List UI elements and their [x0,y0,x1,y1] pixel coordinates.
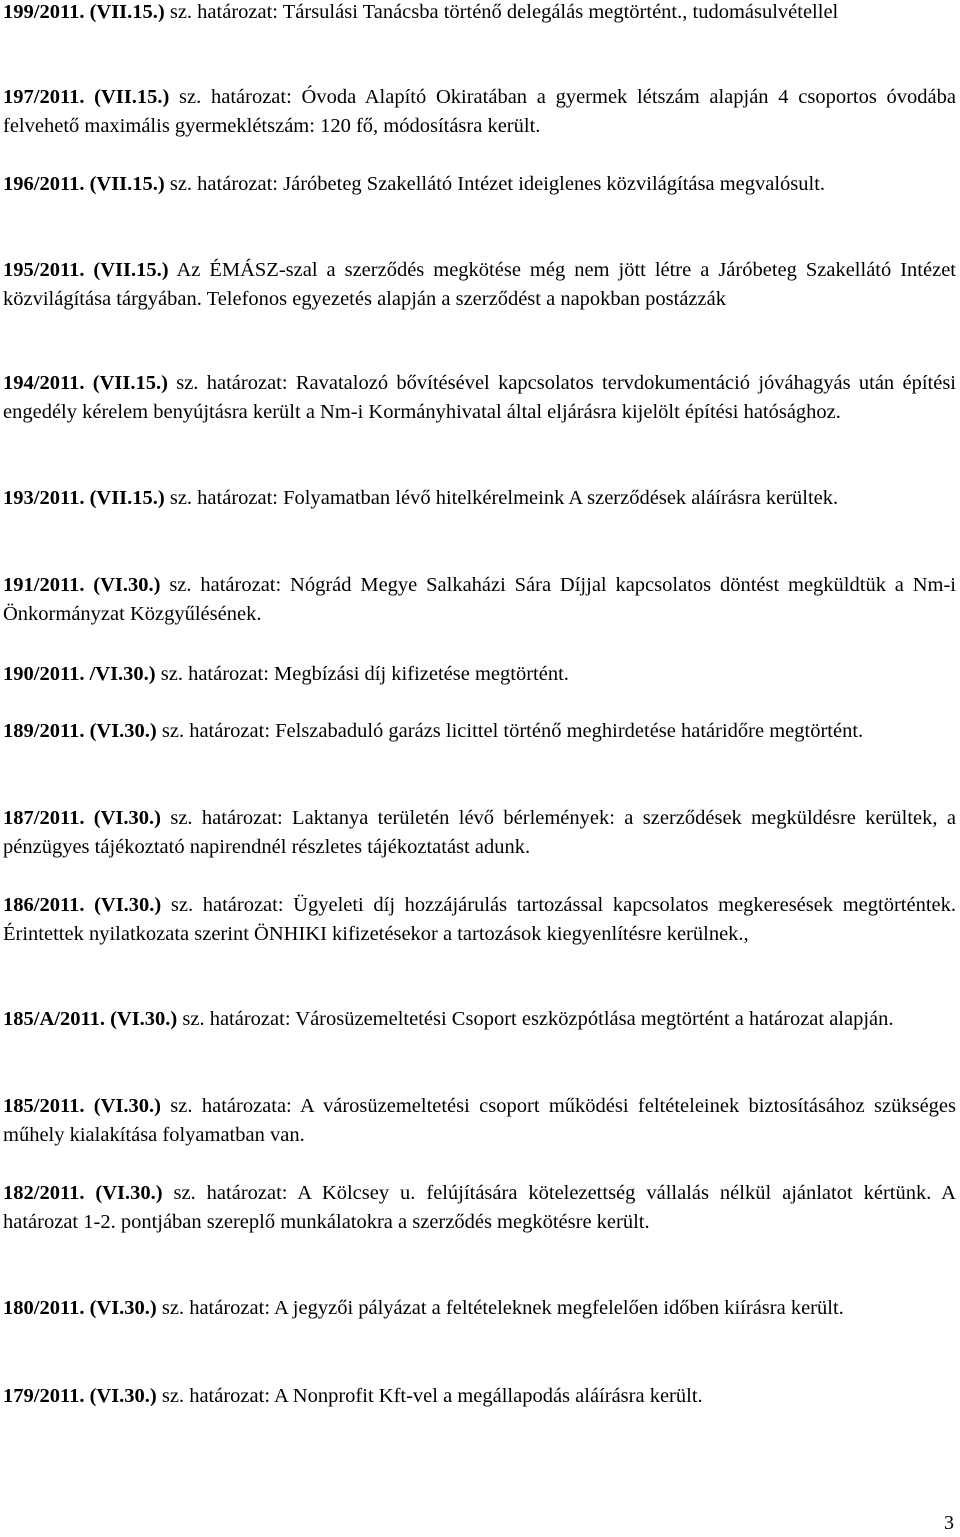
resolution-number: 185/A/2011. (VI.30.) [3,1008,178,1030]
resolution-text: sz. határozat: A Kölcsey u. felújítására kötelezettség vállalás nélkül ajánlatot kértünk. A határozat 1-2. pontjában szereplő munkálatokra a szerződés megkötésre került. [3,1182,956,1233]
resolution-entry [3,83,956,141]
resolution-text: sz. határozata: A városüzemeltetési csoport működési feltételeinek biztosításához szükséges műhely kialakítása folyamatban van. [3,1095,957,1146]
resolution-text: sz. határozat: Folyamatban lévő hitelkérelmeink A szerződések aláírásra kerültek. [164,487,839,509]
resolution-text: sz. határozat: Megbízási díj kifizetése megtörtént. [155,663,569,685]
resolution-entry [3,369,956,427]
resolution-entry [3,0,956,27]
resolution-number: 196/2011. (VII.15.) [3,173,165,195]
resolution-entry [3,1294,956,1323]
resolution-entry [3,170,956,199]
resolution-text: sz. határozat: Laktanya területén lévő bérlemények: a szerződések megküldésre kerültek, a pénzügyes tájékoztató napirendnél részletes tájékoztatást adunk. [3,807,956,858]
resolution-entry [3,1092,956,1150]
resolution-number: 182/2011. (VI.30.) [3,1182,163,1204]
resolution-number: 180/2011. (VI.30.) [3,1297,157,1319]
resolution-entry [3,717,956,746]
resolution-number: 187/2011. (VI.30.) [3,807,161,829]
resolution-text: sz. határozat: Városüzemeltetési Csoport eszközpótlása megtörtént a határozat alapján. [177,1008,894,1030]
resolution-entry [3,484,956,513]
resolution-text: sz. határozat: A Nonprofit Kft-vel a megállapodás aláírásra került. [156,1385,703,1407]
resolution-number: 193/2011. (VII.15.) [3,487,165,509]
resolution-text: sz. határozat: Ravatalozó bővítésével kapcsolatos tervdokumentáció jóváhagyás után építési engedély kérelem benyújtásra került a Nm-i Kormányhivatal által eljárásra kijelölt építési hatósághoz. [3,372,956,423]
resolution-text: Az ÉMÁSZ-szal a szerződés megkötése még nem jött létre a Járóbeteg Szakellátó Intézet közvilágítása tárgyában. Telefonos egyezetés alapján a szerződést a napokban postázzák [3,259,956,310]
resolution-number: 199/2011. (VII.15.) [3,1,165,23]
resolution-number: 185/2011. (VI.30.) [3,1095,161,1117]
resolution-text: sz. határozat: Társulási Tanácsba történő delegálás megtörtént., tudomásulvétellel [164,1,839,23]
resolution-number: 189/2011. (VI.30.) [3,720,157,742]
resolution-entry [3,660,956,689]
resolution-number: 191/2011. (VI.30.) [3,574,161,596]
resolution-text: sz. határozat: Nógrád Megye Salkaházi Sára Díjjal kapcsolatos döntést megküldtük a Nm-i Önkormányzat Közgyűlésének. [3,574,957,625]
resolution-number: 190/2011. /VI.30.) [3,663,156,685]
resolution-text: sz. határozat: Felszabaduló garázs licittel történő meghirdetése határidőre megtörtént. [156,720,864,742]
resolution-entry [3,1005,956,1034]
resolution-entry [3,891,956,949]
resolution-number: 186/2011. (VI.30.) [3,894,162,916]
resolution-text: sz. határozat: Járóbeteg Szakellátó Intézet ideiglenes közvilágítása megvalósult. [164,173,826,195]
resolution-number: 179/2011. (VI.30.) [3,1385,157,1407]
resolution-entry [3,256,956,314]
resolution-number: 194/2011. (VII.15.) [3,372,168,394]
resolution-number: 195/2011. (VII.15.) [3,259,169,281]
page-number: 3 [944,1512,954,1534]
resolution-text: sz. határozat: Ügyeleti díj hozzájárulás tartozással kapcsolatos megkeresések megtörténtek. Érintettek nyilatkozata szerint ÖNHIKI kifizetésekor a tartozások kiegyenlítésre kerülnek., [3,894,957,945]
resolution-entry [3,804,956,862]
resolution-number: 197/2011. (VII.15.) [3,86,170,108]
resolution-entry [3,1179,956,1237]
resolution-entry [3,571,956,629]
resolution-entry [3,1382,956,1411]
resolution-text: sz. határozat: Óvoda Alapító Okiratában a gyermek létszám alapján 4 csoportos óvodába felvehető maximális gyermeklétszám: 120 fő, módosításra került. [3,86,956,137]
resolution-text: sz. határozat: A jegyzői pályázat a feltételeknek megfelelően időben kiírásra került. [156,1297,844,1319]
